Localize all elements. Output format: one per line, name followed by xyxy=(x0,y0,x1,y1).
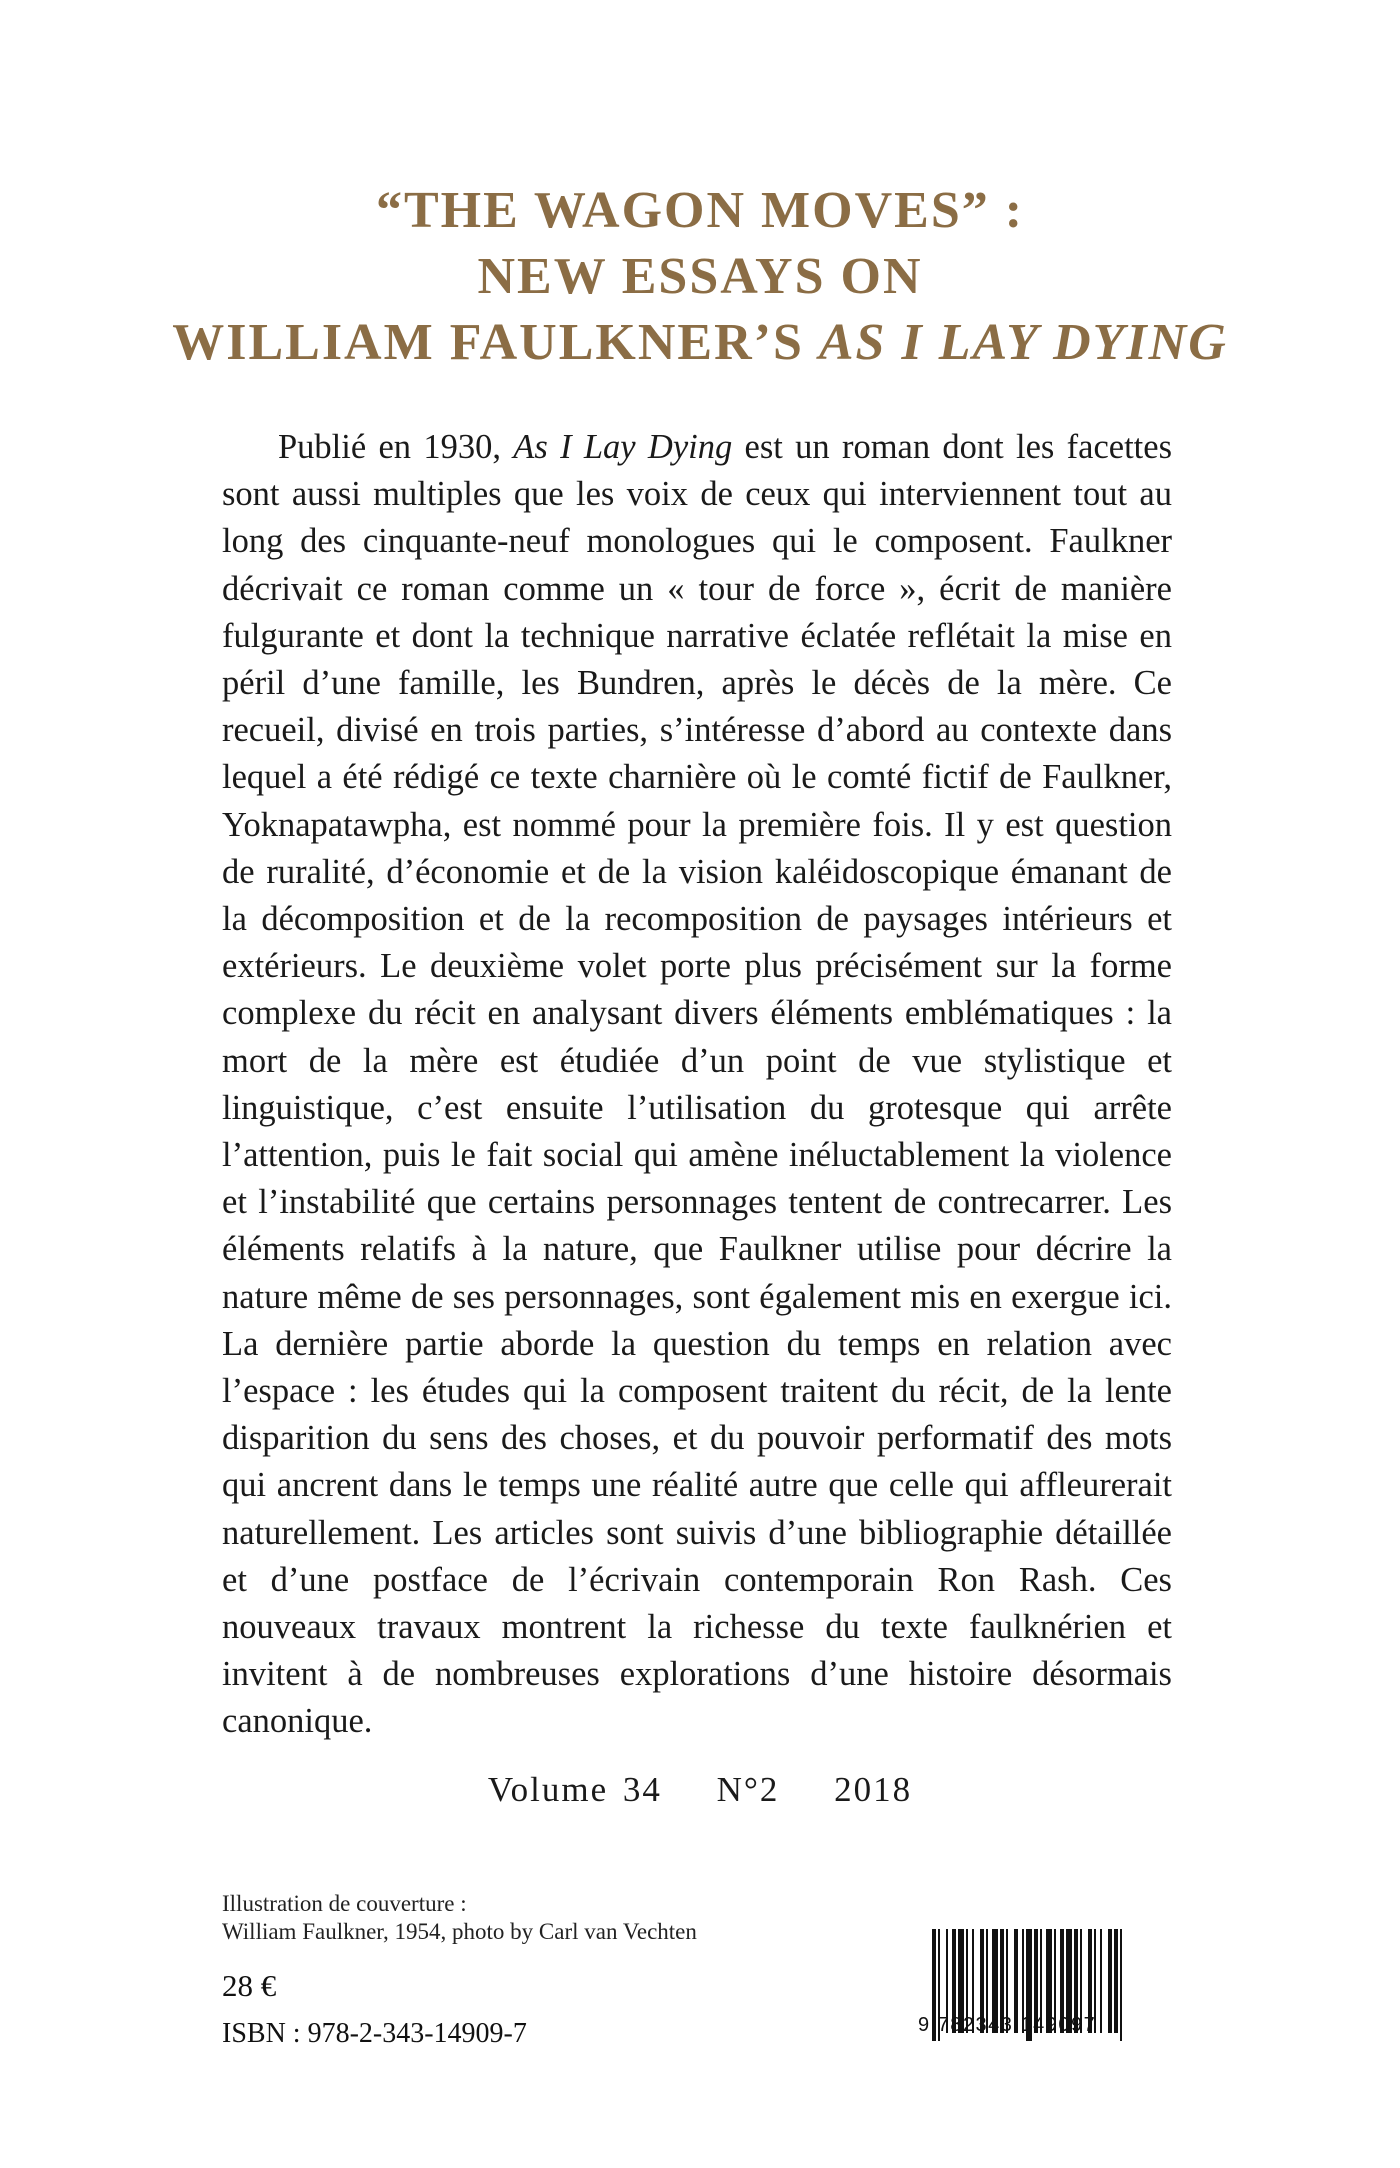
summary-lead: Publié en 1930, xyxy=(278,428,514,466)
issue-year: 2018 xyxy=(834,1770,913,1809)
price: 28 € xyxy=(222,1968,277,2003)
summary-book-title: As I Lay Dying xyxy=(513,428,733,466)
title-line-2: NEW ESSAYS ON xyxy=(477,248,923,305)
book-title xyxy=(0,178,1400,376)
summary-text: est un roman dont les facettes sont aussi multiples que les voix de ceux qui interviennent tout au long des cinquante-neuf monologues qui le composent. Faulkner décrivait ce roman comme un « tour de force », écrit de manière fulgurante et dont la technique narrative éclatée reflétait la mise en péril d’une famille, les Bundren, après le décès de la mère. Ce recueil, divisé en trois parties, s’intéresse d’abord au contexte dans lequel a été rédigé ce texte charnière où le comté fictif de Faulkner, Yoknapatawpha, est nommé pour la première fois. Il y est question de ruralité, d’économie et de la vision kaléidoscopique émanant de la décomposition et de la recomposition de paysages intérieurs et extérieurs. Le deuxième volet porte plus précisément sur la forme complexe du récit en analysant divers éléments emblématiques : la mort de la mère est étudiée d’un point de vue stylistique et linguistique, c’est ensuite l’utilisation du grotesque qui arrête l’attention, puis le fait social qui amène inéluctablement la violence et l’instabilité que certains personnages tentent de contrecarrer. Les éléments relatifs à la nature, que Faulkner utilise pour décrire la nature même de ses personnages, sont également mis en exergue ici. La dernière partie aborde la question du temps en relation avec l’espace : les études qui la composent traitent du récit, de la lente disparition du sens des choses, et du pouvoir performatif des mots qui ancrent dans le temps une réalité autre que celle qui affleurerait naturellement. Les articles sont suivis d’une bibliographie détaillée et d’une postface de l’écrivain contemporain Ron Rash. Ces nouveaux travaux montrent la richesse du texte faulknérien et invitent à de nombreuses explorations d’une histoire désormais canonique. xyxy=(222,428,1172,1741)
title-line-1: “THE WAGON MOVES” : xyxy=(375,182,1025,239)
isbn: ISBN : 978-2-343-14909-7 xyxy=(222,2018,527,2049)
title-line-3-italic: AS I LAY DYING xyxy=(818,314,1228,371)
issue-number: N°2 xyxy=(716,1770,780,1809)
credit-detail: William Faulkner, 1954, photo by Carl van Vechten xyxy=(222,1919,697,1944)
summary-paragraph xyxy=(222,424,1172,1746)
issue-volume: Volume 34 xyxy=(487,1770,662,1809)
cover-credit xyxy=(222,1890,697,1946)
barcode-digits: 9 782343 149097 xyxy=(918,2014,1097,2036)
credit-label: Illustration de couverture : xyxy=(222,1891,467,1916)
issue-info xyxy=(0,1770,1400,1810)
title-line-3 xyxy=(0,310,1400,376)
barcode-icon xyxy=(918,1900,1174,2070)
title-line-3-prefix: WILLIAM FAULKNER’S xyxy=(172,314,819,371)
